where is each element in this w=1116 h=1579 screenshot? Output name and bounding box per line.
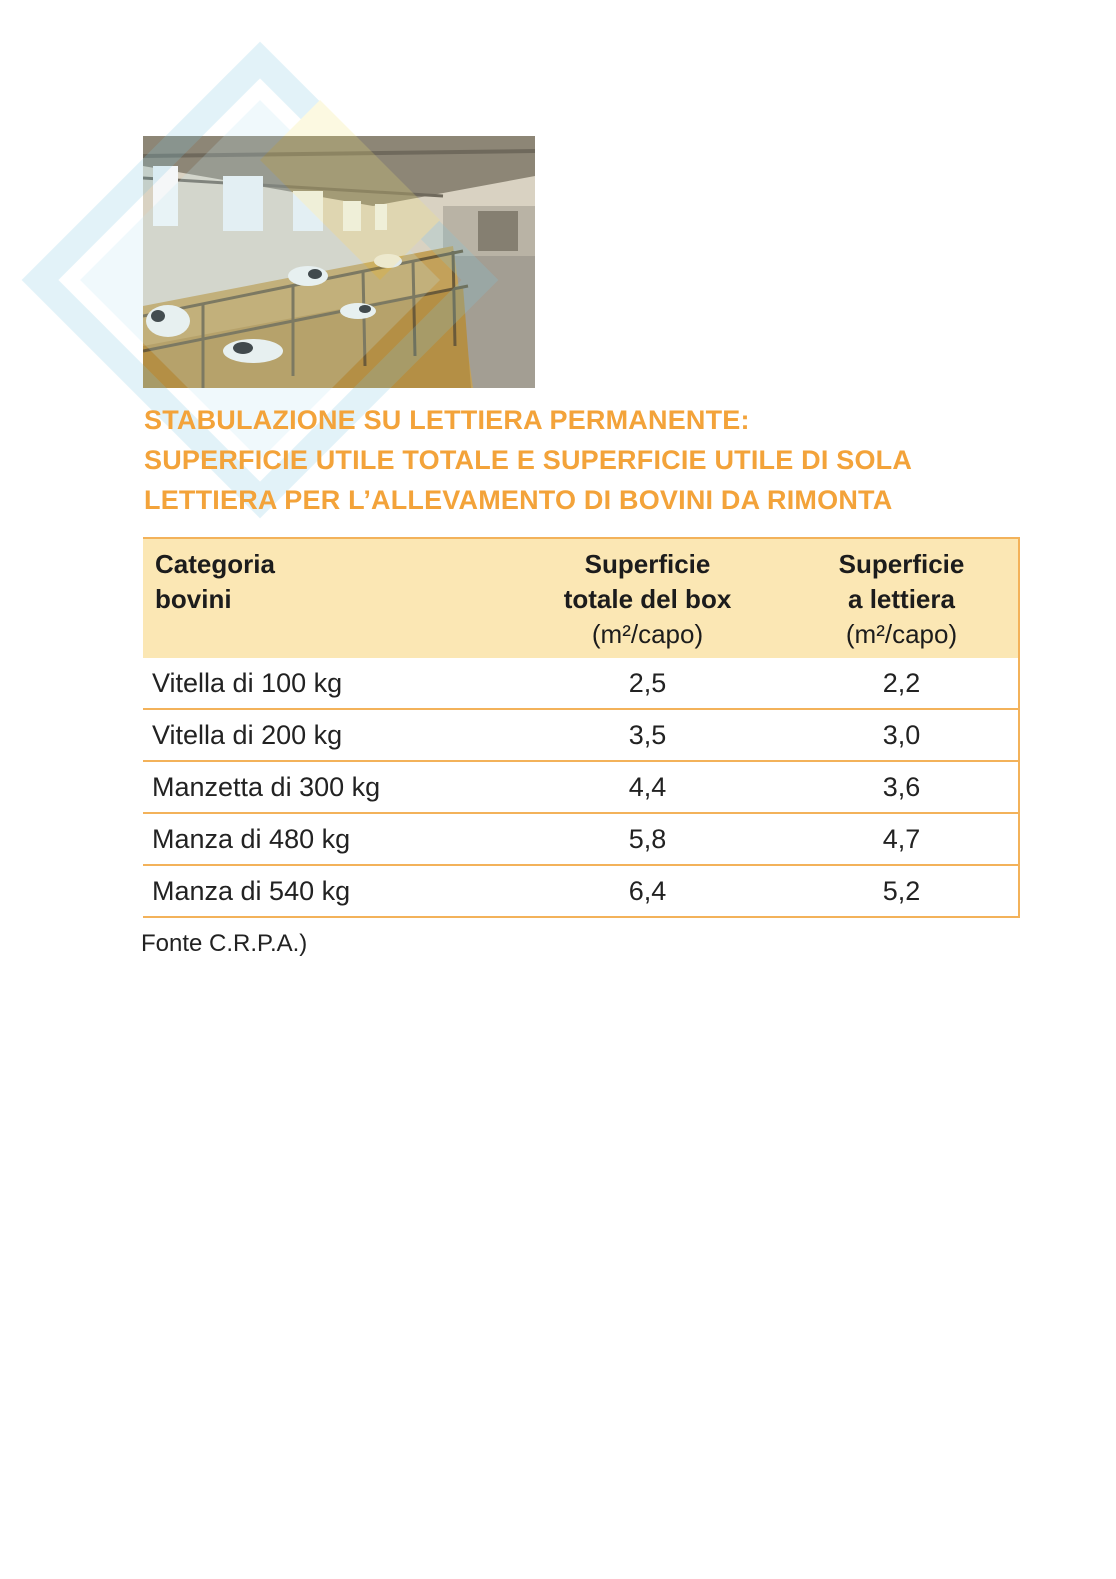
table-header-row [143, 539, 1018, 658]
cell-lettiera: 2,2 [785, 658, 1018, 709]
cell-lettiera: 3,0 [785, 709, 1018, 761]
header-categoria [143, 539, 510, 658]
cell-categoria: Manzetta di 300 kg [143, 761, 510, 813]
table-row [143, 709, 1018, 761]
title-line-1: STABULAZIONE SU LETTIERA PERMANENTE: [144, 405, 750, 435]
cell-totale: 5,8 [510, 813, 785, 865]
title-line-3: LETTIERA PER L’ALLEVAMENTO DI BOVINI DA RIMONTA [144, 485, 893, 515]
header-totale-unit: (m²/capo) [591, 619, 704, 649]
title-line-2: SUPERFICIE UTILE TOTALE E SUPERFICIE UTILE DI SOLA [144, 445, 913, 475]
table-row [143, 761, 1018, 813]
header-superficie-lettiera [785, 539, 1018, 658]
header-totale-line-1: Superficie [584, 549, 711, 579]
header-lettiera-unit: (m²/capo) [845, 619, 958, 649]
cell-totale: 2,5 [510, 658, 785, 709]
header-totale-line-2: totale del box [563, 584, 732, 614]
header-superficie-totale [510, 539, 785, 658]
area-table-grid [143, 539, 1018, 916]
table-row [143, 813, 1018, 865]
cell-categoria: Vitella di 100 kg [143, 658, 510, 709]
table-title [144, 400, 1044, 520]
table-row [143, 658, 1018, 709]
table-row [143, 865, 1018, 916]
area-table [143, 537, 1020, 918]
barn-photo [143, 136, 535, 388]
cell-categoria: Manza di 540 kg [152, 875, 351, 906]
cell-lettiera: 4,7 [785, 813, 1018, 865]
cell-totale: 6,4 [628, 875, 667, 906]
cell-categoria: Manza di 480 kg [143, 813, 510, 865]
header-lettiera-line-1: Superficie [838, 549, 965, 579]
cell-lettiera: 3,6 [785, 761, 1018, 813]
cell-categoria: Vitella di 200 kg [143, 709, 510, 761]
header-lettiera-line-2: a lettiera [848, 584, 955, 614]
header-categoria-line-1: Categoria [155, 549, 275, 579]
cell-totale: 4,4 [510, 761, 785, 813]
source-note: Fonte C.R.P.A.) [141, 930, 308, 957]
barn-photo-image [143, 136, 535, 388]
header-categoria-line-2: bovini [155, 584, 232, 614]
cell-lettiera: 5,2 [882, 875, 921, 906]
cell-totale: 3,5 [510, 709, 785, 761]
